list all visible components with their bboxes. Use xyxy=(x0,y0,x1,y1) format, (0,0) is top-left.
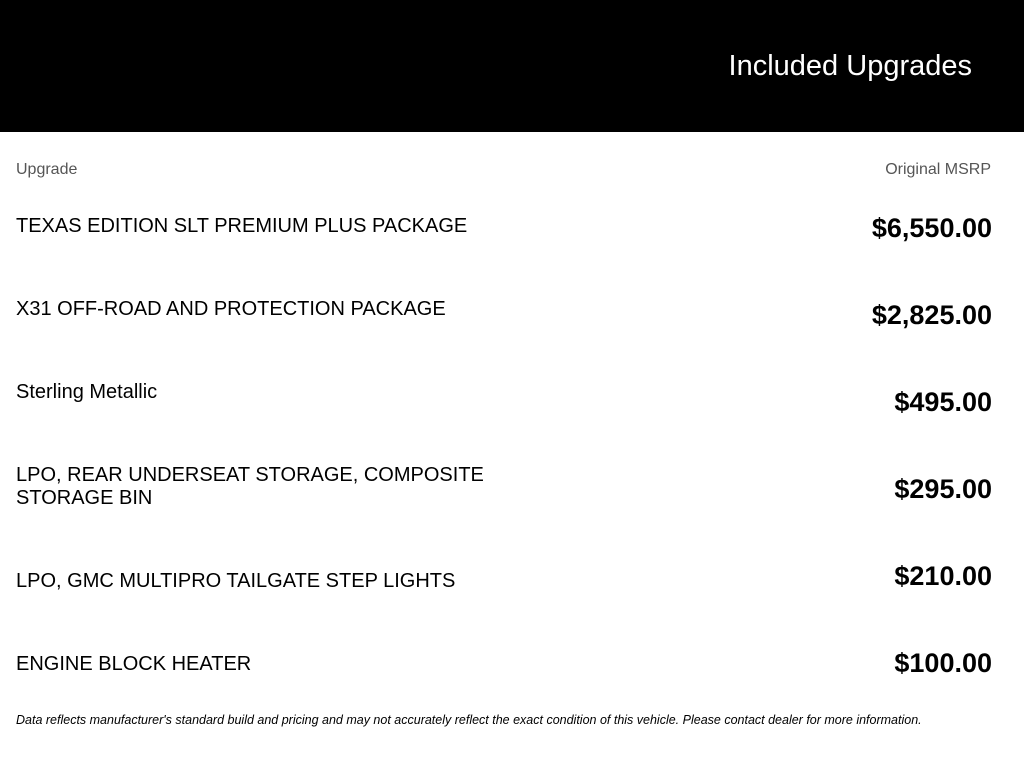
upgrade-price: $495.00 xyxy=(894,387,992,417)
upgrade-name: TEXAS EDITION SLT PREMIUM PLUS PACKAGE xyxy=(16,215,468,237)
upgrade-name: LPO, REAR UNDERSEAT STORAGE, COMPOSITE STORAGE BIN xyxy=(16,464,484,509)
upgrade-name: ENGINE BLOCK HEATER xyxy=(16,653,252,675)
upgrade-price: $2,825.00 xyxy=(871,300,992,330)
page-title: Included Upgrades xyxy=(728,50,972,82)
upgrade-name: X31 OFF-ROAD AND PROTECTION PACKAGE xyxy=(16,298,446,320)
upgrade-price: $210.00 xyxy=(894,561,992,591)
upgrade-price: $295.00 xyxy=(894,474,992,504)
upgrade-price: $100.00 xyxy=(894,648,992,678)
upgrade-name: LPO, GMC MULTIPRO TAILGATE STEP LIGHTS xyxy=(16,570,456,592)
upgrade-name: Sterling Metallic xyxy=(16,381,158,403)
disclaimer-text: Data reflects manufacturer's standard build and pricing and may not accurately reflect the exact condition of this vehicle. Please contact dealer for more information. xyxy=(16,713,922,727)
column-header-upgrade: Upgrade xyxy=(16,161,78,178)
page-header xyxy=(0,0,1024,132)
upgrade-price: $6,550.00 xyxy=(871,213,992,243)
column-header-msrp: Original MSRP xyxy=(885,161,991,178)
